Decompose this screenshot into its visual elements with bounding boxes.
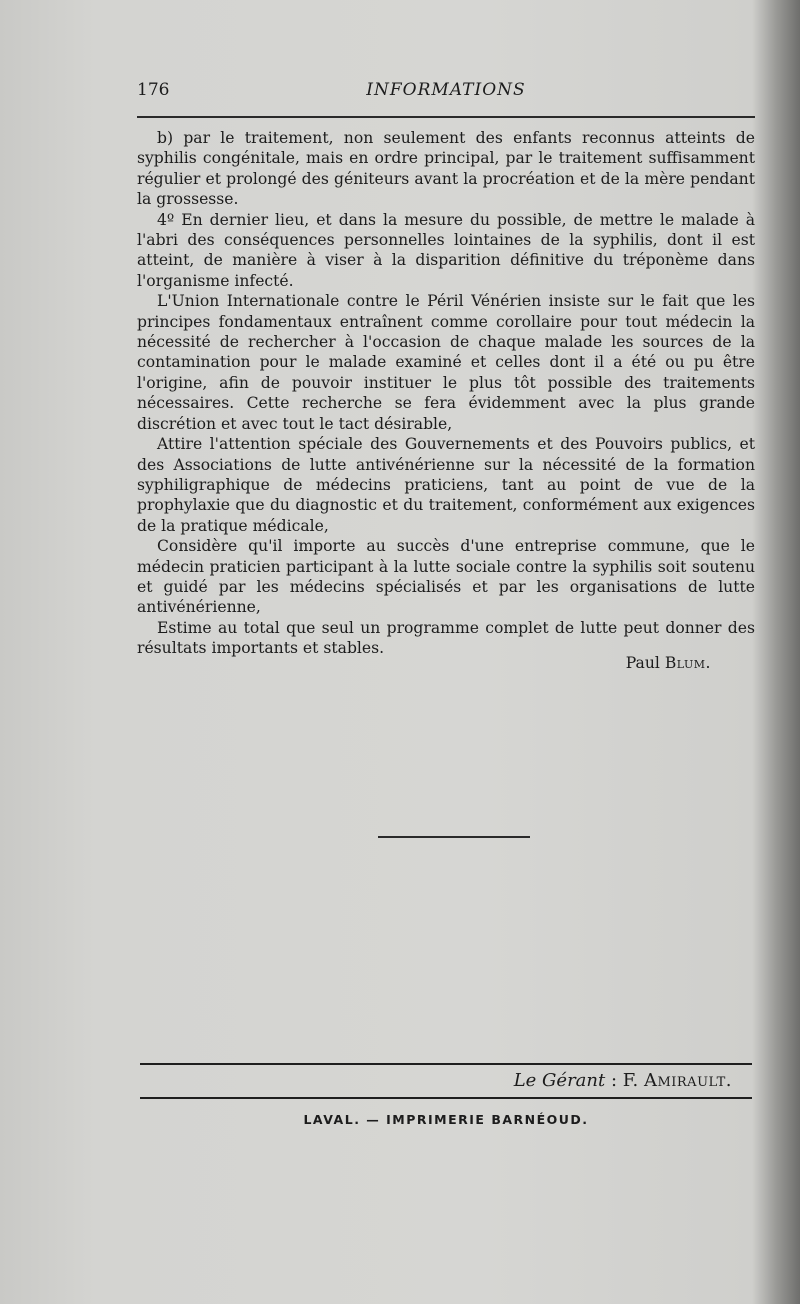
paragraph-4: 4º En dernier lieu, et dans la mesure du possible, de mettre le malade à l'abri des conséquences personnelles lointaines de la syphilis, dont il est atteint, de manière à viser à la disparition définitive du tréponème dans l'organisme infecté. xyxy=(137,210,755,290)
gerant-separator: : xyxy=(610,1070,618,1091)
paragraph-attire: Attire l'attention spéciale des Gouvernements et des Pouvoirs publics, et des Associations de lutte antivénérienne sur la nécessité de la formation syphiligraphique de médecins praticiens, tant au point de vue de la prophylaxie que du diagnostic et du traitement, conformément aux exigences de la pratique médicale, xyxy=(137,435,755,535)
signature xyxy=(137,654,711,672)
gerant-label: Le Gérant xyxy=(513,1070,606,1091)
running-title: INFORMATIONS xyxy=(366,80,526,100)
paragraph-considere: Considère qu'il importe au succès d'une entreprise commune, que le médecin praticien participant à la lutte sociale contre la syphilis soit soutenu et guidé par les médecins spécialisés et par les organisations de lutte antivénérienne, xyxy=(137,537,755,617)
gerant-name: Amirault. xyxy=(643,1070,732,1091)
paragraph-union: L'Union Internationale contre le Péril Vénérien insiste sur le fait que les principes fondamentaux entraînent comme corollaire pour tout médecin la nécessité de rechercher à l'occasion de chaque malade les sources de la contamination pour le malade examiné et celles dont il a été ou pu être l'origine, afin de pouvoir instituer le plus tôt possible des traitements nécessaires. Cette recherche se fera évidemment avec la plus grande discrétion et avec tout le tact désirable, xyxy=(137,292,755,433)
footer-rule-bottom xyxy=(140,1097,752,1099)
page-header xyxy=(137,80,755,106)
page-number: 176 xyxy=(137,80,170,100)
end-rule xyxy=(378,836,530,838)
gerant-line xyxy=(140,1070,732,1091)
paragraph-estime: Estime au total que seul un programme complet de lutte peut donner des résultats importants et stables. xyxy=(137,618,755,658)
paragraph-b: b) par le traitement, non seulement des enfants reconnus atteints de syphilis congénitale, mais en ordre principal, par le traitement suffisamment régulier et prolongé des géniteurs avant la procréation et de la mère pendant la grossesse. xyxy=(137,129,755,209)
footer-rule-top xyxy=(140,1063,752,1065)
signature-last-name: Blum. xyxy=(664,654,711,672)
body-text xyxy=(137,128,755,659)
header-rule xyxy=(137,116,755,118)
printer-imprint: LAVAL. — IMPRIMERIE BARNÉOUD. xyxy=(303,1112,589,1127)
signature-first-name: Paul xyxy=(625,654,660,672)
gerant-initial: F. xyxy=(622,1070,639,1091)
